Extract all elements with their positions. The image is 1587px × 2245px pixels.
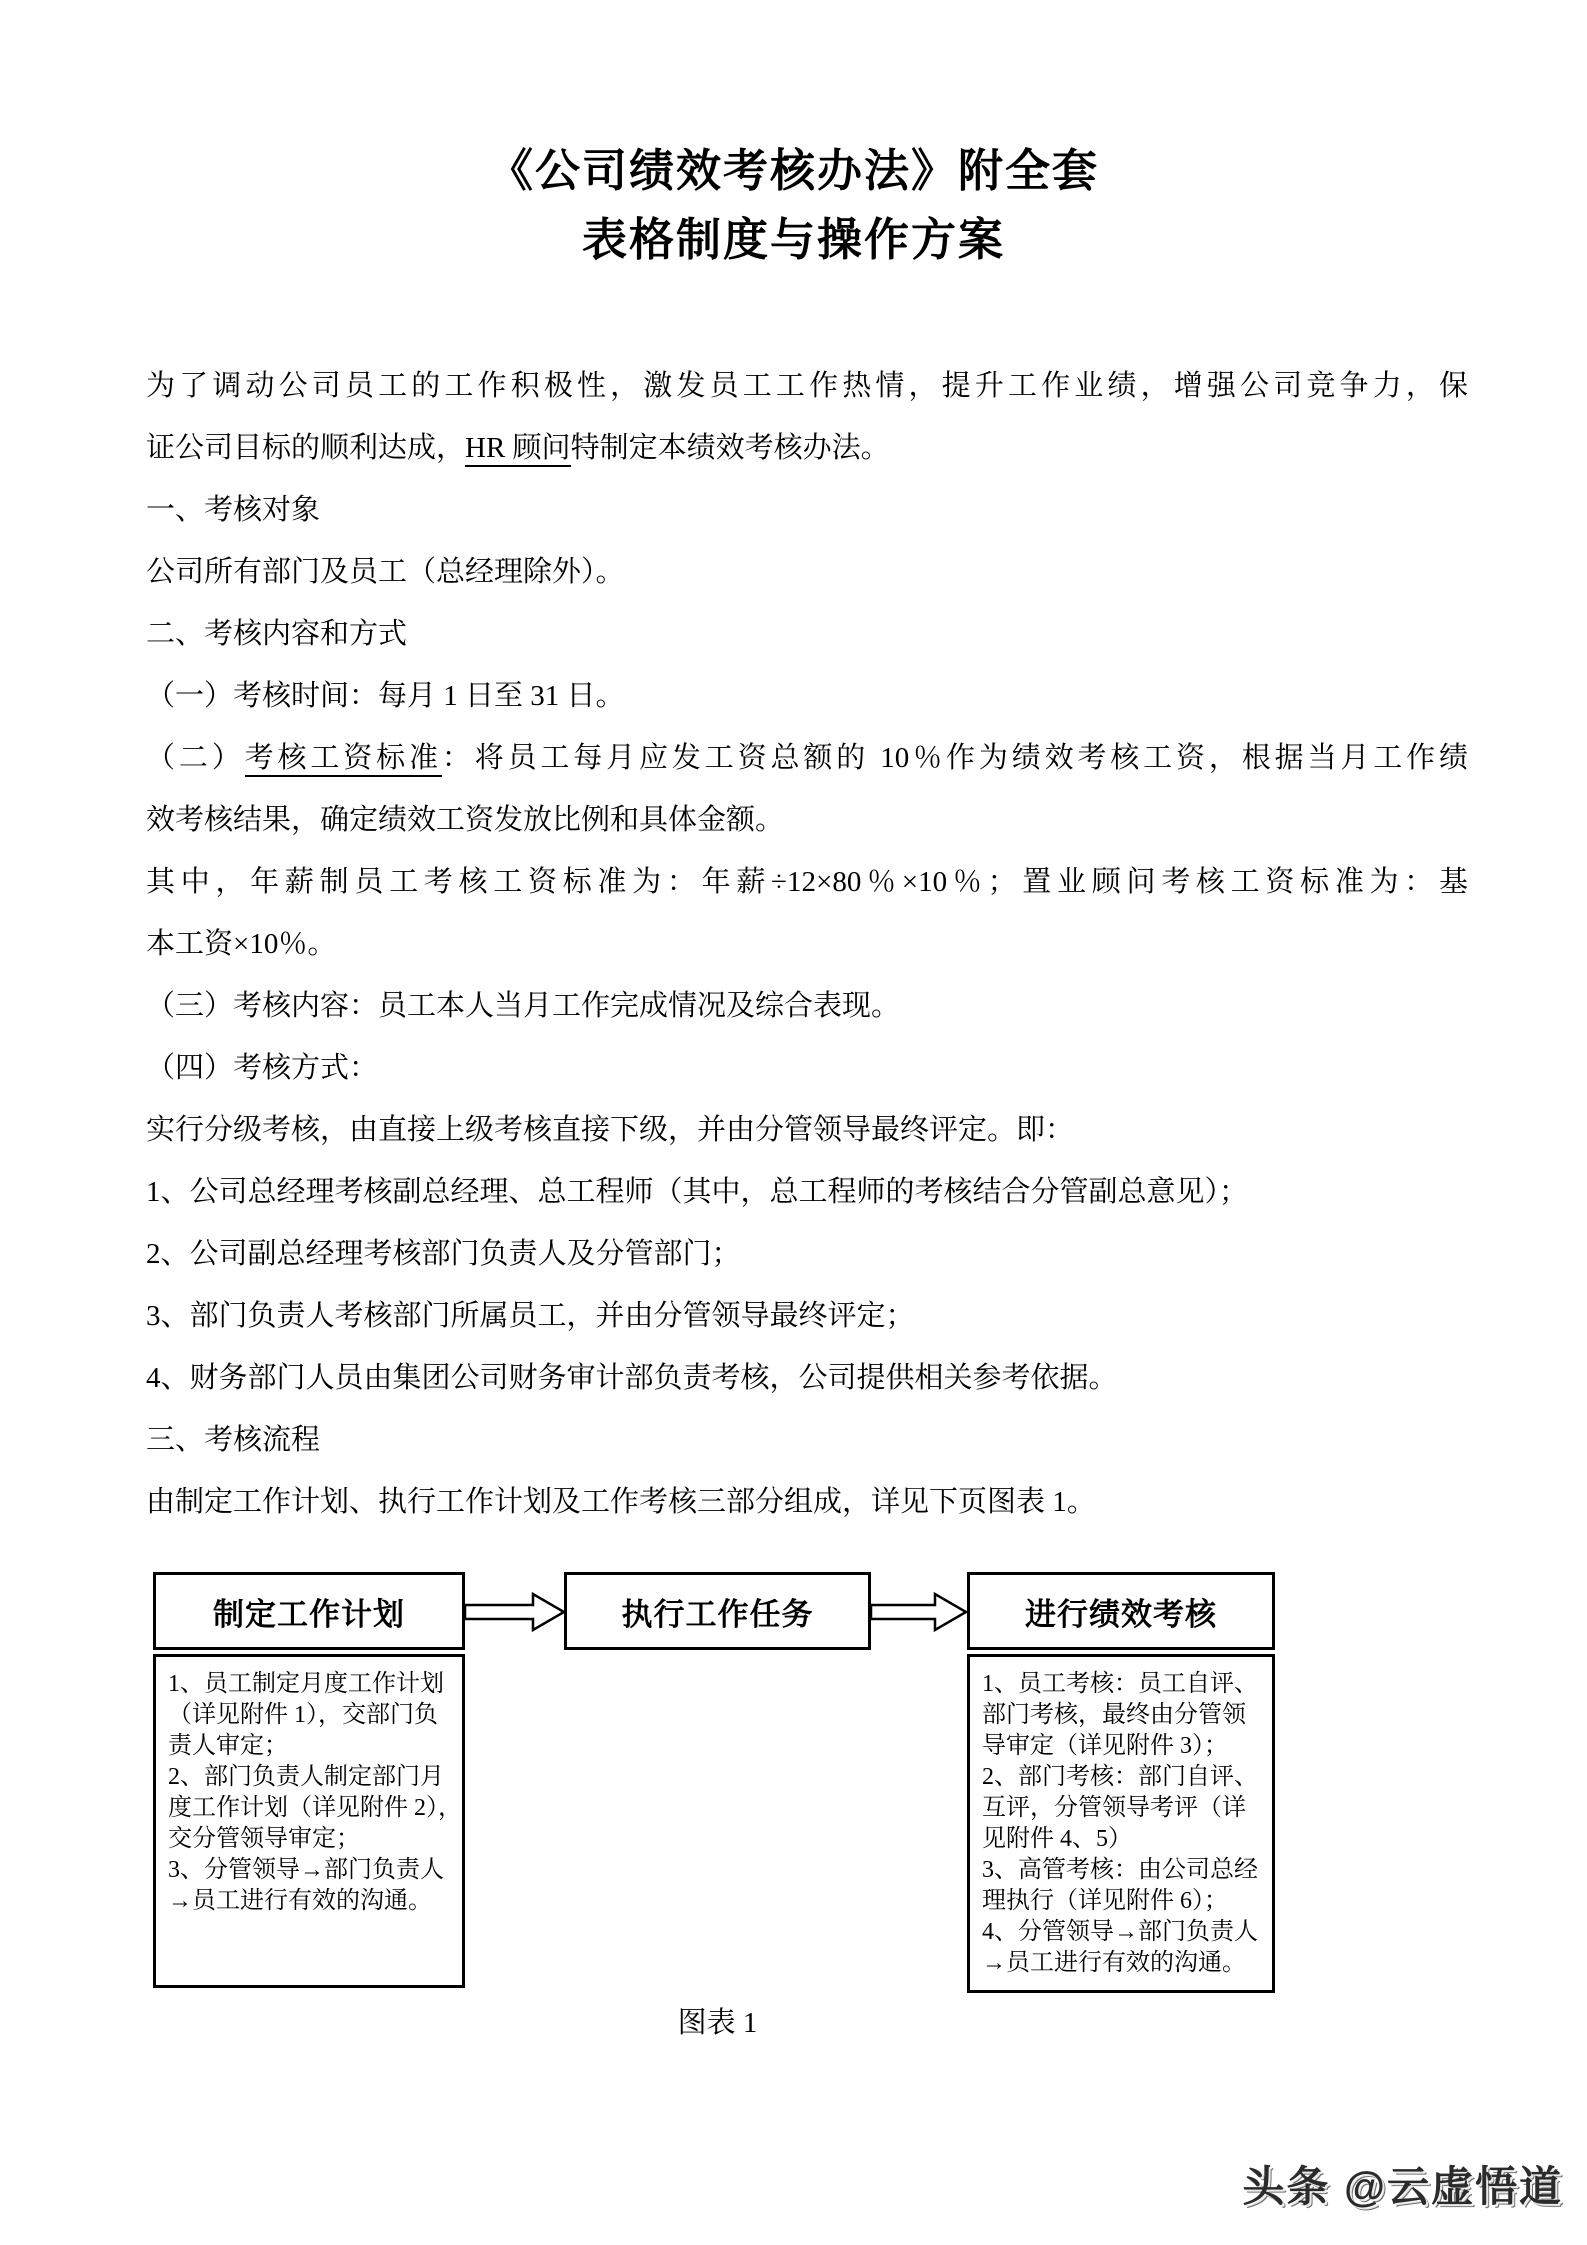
body-line — [146, 913, 1468, 975]
flow-detail-line: 度工作计划（详见附件 2）， — [168, 1795, 462, 1821]
flow-detail-line: 1、员工考核：员工自评、 — [982, 1671, 1258, 1697]
flow-detail-line: 交分管领导审定； — [168, 1826, 360, 1852]
body-line — [146, 1099, 1468, 1161]
body-text-run: 3、部门负责人考核部门所属员工，并由分管领导最终评定； — [146, 1300, 915, 1332]
body-text-run: 2、公司副总经理考核部门负责人及分管部门； — [146, 1238, 741, 1270]
underlined-text: HR 顾问 — [465, 432, 571, 467]
body-line — [146, 1037, 1468, 1099]
flow-step-plan-title: 制定工作计划 — [153, 1572, 465, 1650]
body-text-run: 为了调动公司员工的工作积极性，激发员工工作热情，提升工作业绩，增强公司竞争力，保 — [146, 370, 1468, 402]
flow-detail-line: 理执行（详见附件 6）； — [982, 1888, 1228, 1914]
flow-step-plan-details — [153, 1654, 465, 1988]
flow-detail-line: 3、高管考核：由公司总经 — [982, 1857, 1258, 1883]
body-text — [146, 355, 1468, 1533]
body-line — [146, 1409, 1468, 1471]
body-text-run: 由制定工作计划、执行工作计划及工作考核三部分组成，详见下页图表 1。 — [146, 1486, 1096, 1518]
watermark-toutiao: 头条 @云虚悟道 — [1242, 2163, 1563, 2210]
body-text-run: 二、考核内容和方式 — [146, 618, 408, 650]
flow-detail-line: →员工进行有效的沟通。 — [982, 1950, 1246, 1976]
body-line — [146, 851, 1468, 913]
body-line — [146, 1161, 1468, 1223]
body-line — [146, 417, 1468, 479]
body-line — [146, 1471, 1468, 1533]
document-title-line-2: 表格制度与操作方案 — [581, 214, 1005, 265]
figure-caption: 图表 1 — [677, 2007, 758, 2039]
body-line — [146, 789, 1468, 851]
body-text-run: 本工资×10％。 — [146, 928, 337, 960]
body-text-run: 实行分级考核，由直接上级考核直接下级，并由分管领导最终评定。即： — [146, 1114, 1075, 1146]
flow-detail-line: 2、部门负责人制定部门月 — [168, 1764, 444, 1790]
body-text-run: （四）考核方式： — [146, 1052, 379, 1084]
flow-arrow-icon — [869, 1590, 969, 1634]
body-line — [146, 603, 1468, 665]
body-text-run: 特制定本绩效考核办法。 — [570, 432, 890, 464]
body-text-run: 一、考核对象 — [146, 494, 321, 526]
body-text-run: 证公司目标的顺利达成， — [146, 432, 466, 464]
body-line — [146, 975, 1468, 1037]
body-text-run: ：将员工每月应发工资总额的 10％作为绩效考核工资，根据当月工作绩 — [441, 742, 1468, 774]
document-title-line-1: 《公司绩效考核办法》附全套 — [487, 145, 1099, 196]
flow-detail-line: 互评，分管领导考评（详 — [982, 1795, 1246, 1821]
flow-detail-line: 导审定（详见附件 3）； — [982, 1733, 1228, 1759]
flow-detail-line: 1、员工制定月度工作计划 — [168, 1671, 444, 1697]
flow-step-execute-title: 执行工作任务 — [564, 1572, 871, 1650]
flow-detail-line: 部门考核，最终由分管领 — [982, 1702, 1246, 1728]
flow-step-assess-title: 进行绩效考核 — [967, 1572, 1275, 1650]
body-text-run: 1、公司总经理考核副总经理、总工程师（其中，总工程师的考核结合分管副总意见）； — [146, 1176, 1249, 1208]
flow-detail-line: 2、部门考核：部门自评、 — [982, 1764, 1258, 1790]
underlined-text: 考核工资标准 — [245, 742, 442, 777]
flow-detail-line: 责人审定； — [168, 1733, 288, 1759]
body-line — [146, 355, 1468, 417]
body-text-run: 效考核结果，确定绩效工资发放比例和具体金额。 — [146, 804, 785, 836]
flow-detail-line: 4、分管领导→部门负责人 — [982, 1919, 1258, 1945]
body-line — [146, 727, 1468, 789]
body-line — [146, 479, 1468, 541]
flow-arrow-icon — [463, 1590, 568, 1634]
flow-step-assess-details — [967, 1654, 1275, 1993]
body-line — [146, 665, 1468, 727]
body-text-run: （三）考核内容：员工本人当月工作完成情况及综合表现。 — [146, 990, 901, 1022]
body-line — [146, 1347, 1468, 1409]
body-text-run: （一）考核时间：每月 1 日至 31 日。 — [146, 680, 625, 712]
body-text-run: 4、财务部门人员由集团公司财务审计部负责考核，公司提供相关参考依据。 — [146, 1362, 1118, 1394]
body-text-run: 三、考核流程 — [146, 1424, 321, 1456]
flow-detail-line: （详见附件 1），交部门负 — [168, 1702, 438, 1728]
body-line — [146, 541, 1468, 603]
body-text-run: 其中，年薪制员工考核工资标准为：年薪÷12×80％×10％；置业顾问考核工资标准为：基 — [146, 866, 1468, 898]
flow-detail-line: 见附件 4、5） — [982, 1826, 1132, 1852]
body-text-run: 公司所有部门及员工（总经理除外）。 — [146, 556, 625, 588]
body-line — [146, 1223, 1468, 1285]
flow-detail-line: 3、分管领导→部门负责人 — [168, 1857, 444, 1883]
body-text-run: （二） — [146, 742, 245, 774]
body-line — [146, 1285, 1468, 1347]
document-title — [0, 136, 1587, 274]
flow-detail-line: →员工进行有效的沟通。 — [168, 1888, 432, 1914]
